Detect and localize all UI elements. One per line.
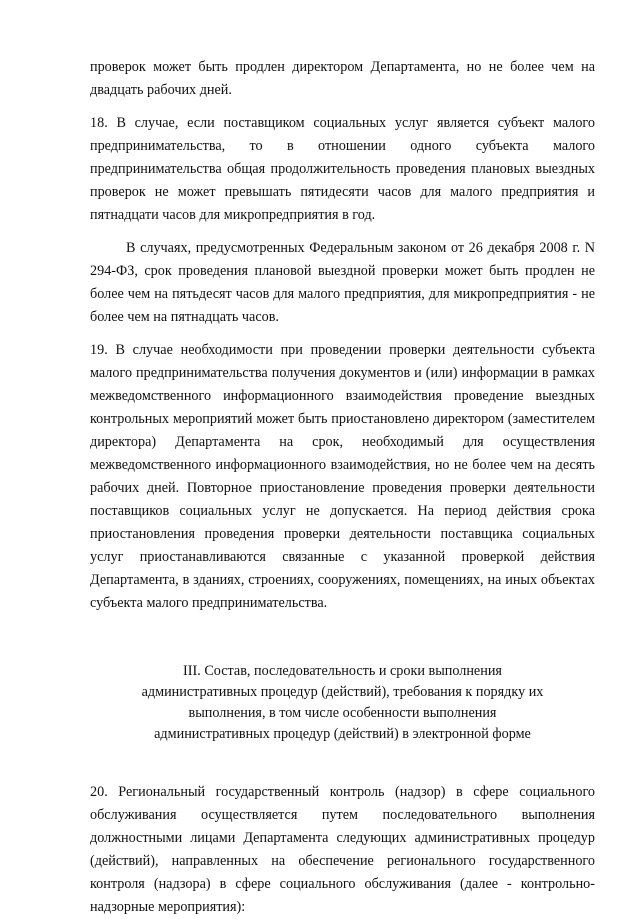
document-page xyxy=(90,56,595,919)
section-heading: III. Состав, последовательность и сроки выполнения административных процедур (действий), требования к порядку их выполнения, в том числе особенности выполнения административных процедур (действий) в электронной форме xyxy=(141,663,544,742)
paragraph-18-extension: В случаях, предусмотренных Федеральным законом от 26 декабря 2008 г. N 294-ФЗ, срок проведения плановой выездной проверки может быть продлен не более чем на пятьдесят часов для малого предприятия, для микропредприятия - не более чем на пятнадцать часов. xyxy=(90,240,595,325)
paragraph-continuation: проверок может быть продлен директором Департамента, но не более чем на двадцать рабочих дней. xyxy=(90,59,595,98)
paragraph-20: 20. Региональный государственный контроль (надзор) в сфере социального обслуживания осуществляется путем последовательного выполнения должностными лицами Департамента следующих административных процедур (действий), направленных на обеспечение регионального государственного контроля (надзора) в сфере социального обслуживания (далее - контрольно-надзорные мероприятия): xyxy=(90,784,595,915)
paragraph-18: 18. В случае, если поставщиком социальных услуг является субъект малого предпринимательства, то в отношении одного субъекта малого предпринимательства общая продолжительность проведения плановых выездных проверок не может превышать пятидесяти часов для малого предприятия и пятнадцати часов для микропредприятия в год. xyxy=(90,115,595,223)
paragraph-19: 19. В случае необходимости при проведении проверки деятельности субъекта малого предпринимательства получения документов и (или) информации в рамках межведомственного информационного взаимодействия проведение выездных контрольных мероприятий может быть приостановлено директором (заместителем директора) Департамента на срок, необходимый для осуществления межведомственного информационного взаимодействия, но не более чем на десять рабочих дней. Повторное приостановление проведения проверки деятельности поставщиков социальных услуг не допускается. На период действия срока приостановления проведения проверки деятельности поставщика социальных услуг приостанавливаются связанные с указанной проверкой действия Департамента, в зданиях, строениях, сооружениях, помещениях, на иных объектах субъекта малого предпринимательства. xyxy=(90,342,595,611)
